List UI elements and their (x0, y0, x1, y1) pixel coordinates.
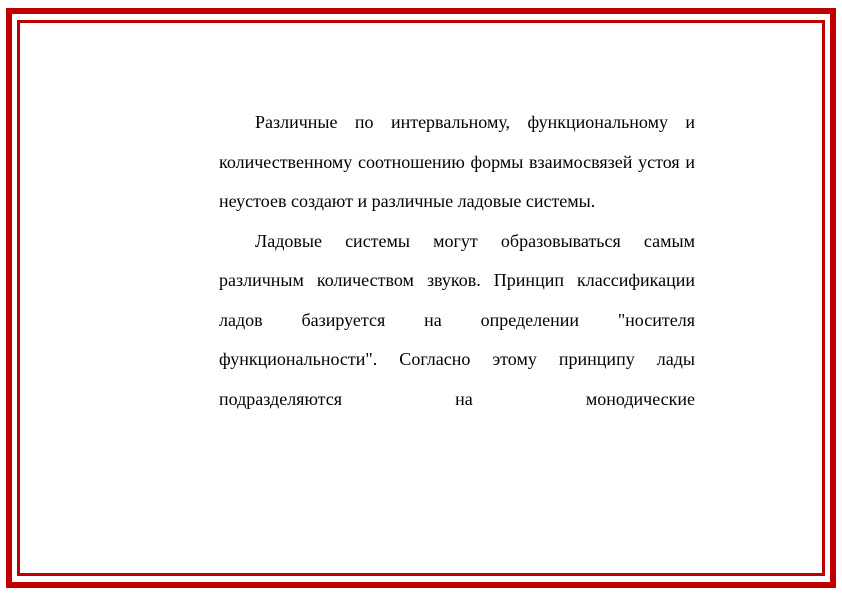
paragraph-1: Различные по интервальному, функциональному и количественному соотношению формы взаимосвязей устоя и неустоев создают и различные ладовые системы. (219, 112, 695, 211)
paragraph-2: Ладовые системы могут образовываться самым различным количеством звуков. Принцип классификации ладов базируется на определении "носителя функциональности". Согласно этому принципу лады подразделяются на монодические (219, 230, 695, 409)
document-text-body (219, 103, 695, 419)
